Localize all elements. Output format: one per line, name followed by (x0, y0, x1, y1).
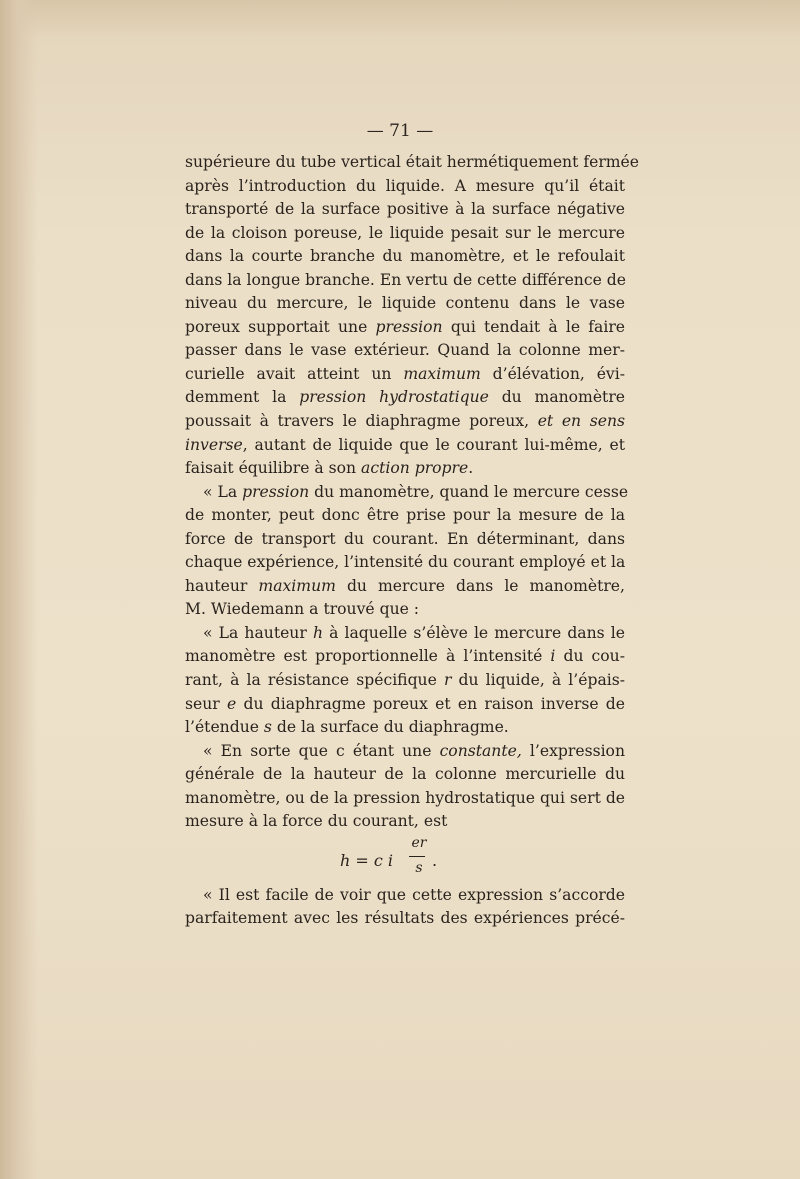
italic-run: pression hydrostatique (299, 388, 489, 407)
text-run: du cou- (555, 647, 625, 666)
text-run: chaque expérience, l’intensité du courant employé et la (185, 553, 626, 572)
text-run: de la cloison poreuse, le liquide pesait sur le mercure (185, 223, 625, 242)
text-run: passer dans le vase extérieur. Quand la colonne mer- (185, 341, 625, 360)
italic-run: pression (375, 317, 443, 336)
text-line (185, 622, 625, 646)
italic-run: s (263, 718, 272, 737)
text-run: poussait à travers le diaphragme poreux, (185, 412, 538, 431)
formula (185, 836, 625, 882)
text-line (185, 245, 625, 269)
text-run: l’étendue (185, 718, 264, 737)
text-line (185, 434, 625, 458)
italic-run: et en sens (537, 412, 625, 431)
text-line (185, 693, 625, 717)
page-top-shadow (0, 0, 800, 40)
text-run: supérieure du tube vertical était hermétiquement fermée (185, 153, 640, 171)
text-run: qui tendait à le faire (442, 317, 625, 336)
formula-fraction (409, 832, 429, 881)
text-line (185, 740, 625, 764)
text-run: « En sorte que c étant une (203, 741, 440, 760)
italic-run: inverse (185, 435, 243, 454)
italic-run: maximum (258, 576, 336, 595)
text-run: du diaphragme poreux et en raison inverse de (236, 694, 626, 713)
text-run: . (468, 459, 474, 478)
formula-denominator: s (415, 860, 423, 877)
text-line (185, 763, 625, 787)
text-run: dans la courte branche du manomètre, et le refoulait (185, 247, 625, 266)
paragraph-block (185, 151, 640, 834)
text-line (185, 269, 625, 293)
text-line (185, 339, 625, 363)
text-run: force de transport du courant. En déterminant, dans (185, 529, 625, 548)
text-line (185, 884, 625, 908)
text-line (185, 292, 625, 316)
text-run: « La (203, 482, 243, 501)
text-line (185, 504, 625, 528)
text-run: de la surface du diaphragme. (271, 718, 509, 737)
text-line (185, 598, 625, 622)
text-line (185, 907, 625, 931)
text-run: générale de la hauteur de la colonne mercurielle du (185, 765, 625, 784)
text-run: du mercure dans le manomètre, (335, 576, 625, 595)
text-line (185, 363, 625, 387)
text-run: d’élévation, évi- (480, 364, 626, 383)
text-line (185, 481, 629, 505)
italic-run: maximum (403, 364, 481, 383)
page-number: — 71 — (366, 121, 434, 141)
text-run: du manomètre (488, 388, 626, 407)
text-line (185, 222, 625, 246)
text-line (185, 551, 625, 575)
text-run: du manomètre, quand le mercure cesse (309, 482, 629, 501)
text-line (185, 645, 625, 669)
text-line (185, 457, 625, 481)
text-run: à laquelle s’élève le mercure dans le (322, 623, 625, 642)
italic-run: action propre (361, 459, 469, 478)
body-text (185, 151, 640, 931)
text-run: demment la (185, 388, 300, 407)
text-run: , autant de liquide que le courant lui-même, et (242, 435, 625, 454)
text-line (185, 410, 625, 434)
text-run: mesure à la force du courant, est (185, 812, 448, 831)
text-run: M. Wiedemann a trouvé que : (185, 600, 420, 619)
formula-period: . (432, 850, 438, 870)
paragraph-block-after (185, 884, 625, 931)
text-run: parfaitement avec les résultats des expériences précé- (185, 909, 625, 928)
text-run: manomètre, ou de la pression hydrostatique qui sert de (185, 788, 626, 807)
text-line (185, 528, 625, 552)
text-run: de monter, peut donc être prise pour la mesure de la (185, 506, 625, 525)
text-run: niveau du mercure, le liquide contenu dans le vase (185, 294, 625, 313)
text-run: « Il est facile de voir que cette expression s’accorde (203, 885, 625, 904)
formula-numerator: er (411, 834, 427, 851)
text-run: dans la longue branche. En vertu de cette différence de (185, 270, 626, 289)
text-line (185, 669, 625, 693)
italic-run: constante, (439, 741, 522, 760)
text-run: seur (185, 694, 227, 713)
italic-run: pression (242, 482, 310, 501)
text-line (185, 787, 625, 811)
italic-run: e (226, 694, 237, 713)
text-run: après l’introduction du liquide. A mesure qu’il était (185, 176, 625, 195)
formula-lhs: h = c i (340, 850, 394, 870)
italic-run: r (443, 671, 452, 690)
text-run: rant, à la résistance spécifique (185, 671, 444, 690)
text-line (185, 175, 625, 199)
italic-run: h (312, 623, 323, 642)
text-run: « La hauteur (203, 623, 313, 642)
text-line (185, 198, 625, 222)
text-line (185, 316, 625, 340)
page-gutter-shadow (0, 0, 38, 1179)
text-run: du liquide, à l’épais- (451, 671, 625, 690)
text-line (185, 810, 625, 834)
text-line (185, 716, 625, 740)
text-run: transporté de la surface positive à la surface négative (185, 200, 625, 219)
italic-run: i (550, 647, 556, 666)
text-run: hauteur (185, 576, 259, 595)
text-line (185, 575, 625, 599)
text-run: faisait équilibre à son (185, 459, 362, 478)
text-run: manomètre est proportionnelle à l’intensité (185, 647, 551, 666)
text-line (185, 151, 640, 175)
text-run: l’expression (521, 741, 625, 760)
text-run: poreux supportait une (185, 317, 376, 336)
text-run: curielle avait atteint un (185, 364, 404, 383)
text-line (185, 386, 625, 410)
